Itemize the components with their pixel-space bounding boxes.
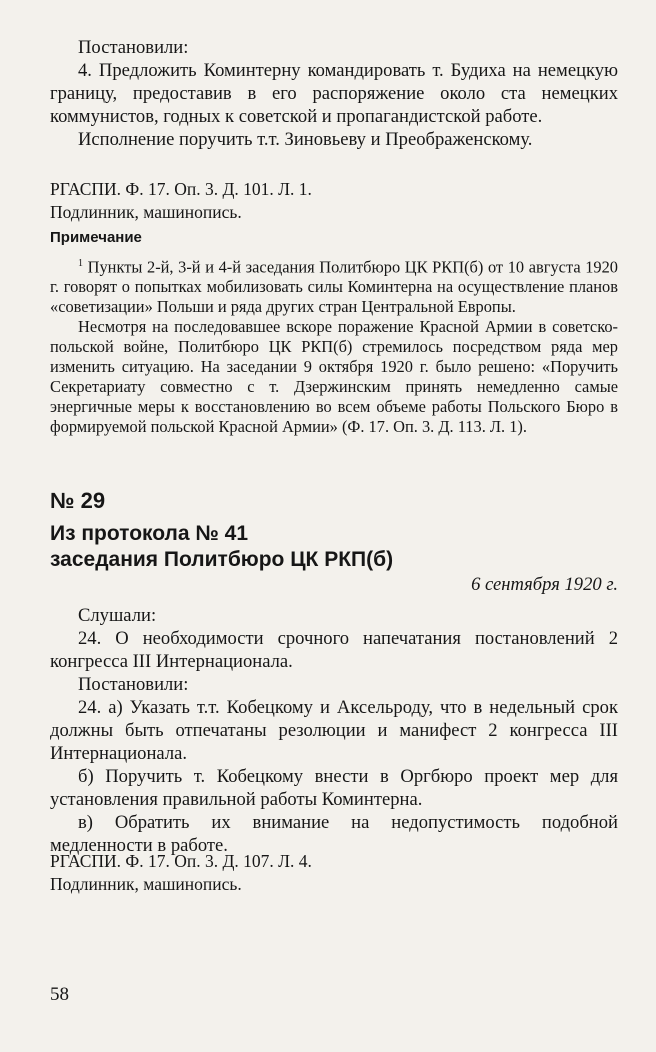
note-section	[50, 229, 618, 246]
protocol-body	[50, 604, 618, 857]
document-number	[50, 488, 618, 514]
decision-item-b: б) Поручить т. Кобецкому внести в Оргбюро проект мер для установления правильной работы Коминтерна.	[50, 766, 618, 810]
document-title	[50, 521, 618, 573]
archive-format: Подлинник, машинопись.	[50, 874, 242, 894]
heard-item-24: 24. О необходимости срочного напечатания постановлений 2 конгресса III Интернационала.	[50, 628, 618, 672]
note-paragraph-1-text: Пункты 2-й, 3-й и 4-й заседания Политбюро ЦК РКП(б) от 10 августа 1920 г. говорят о попытках мобилизовать силы Коминтерна на осуществление планов «советизации» Польши и ряда других стран Центральной Европы.	[50, 257, 618, 317]
page-number: 58	[50, 984, 69, 1005]
note-paragraph-2: Несмотря на последовавшее вскоре поражение Красной Армии в советско-польской войне, Политбюро ЦК РКП(б) стремилось посредством ряда мер изменить ситуацию. На заседании 9 октября 1920 г. было решено: «Поручить Секретариату совместно с т. Дзержинским принять немедленно самые энергичные меры к восстановлению во всем объеме работы Польского Бюро в формируемой польской Красной Армии» (Ф. 17. Оп. 3. Д. 113. Л. 1).	[50, 317, 618, 437]
heard-label: Слушали:	[78, 605, 157, 626]
archive-reference-2	[50, 850, 618, 896]
doc-date: 6 сентября 1920 г.	[471, 574, 618, 595]
decision-item-c: в) Обратить их внимание на недопустимость подобной медленности в работе.	[50, 812, 618, 856]
execution-note: Исполнение поручить т.т. Зиновьеву и Преображенскому.	[78, 129, 533, 150]
resolution-block	[50, 36, 618, 151]
doc-title-line-1: Из протокола № 41	[50, 522, 249, 545]
document-date	[50, 574, 618, 596]
doc-title-line-2: заседания Политбюро ЦК РКП(б)	[50, 548, 394, 571]
archive-citation: РГАСПИ. Ф. 17. Оп. 3. Д. 107. Л. 4.	[50, 851, 312, 871]
footnote-marker: 1	[78, 258, 83, 269]
page-footer	[50, 984, 618, 1006]
resolved-label: Постановили:	[78, 37, 189, 58]
archive-reference-1	[50, 178, 618, 224]
note-heading: Примечание	[50, 229, 142, 246]
archive-format: Подлинник, машинопись.	[50, 202, 242, 222]
note-paragraph-1	[50, 254, 618, 317]
doc-number: № 29	[50, 488, 106, 513]
note-body	[50, 254, 618, 437]
decided-label: Постановили:	[78, 674, 189, 695]
archive-citation: РГАСПИ. Ф. 17. Оп. 3. Д. 101. Л. 1.	[50, 179, 312, 199]
decision-item-a: 24. а) Указать т.т. Кобецкому и Аксельроду, что в недельный срок должны быть отпечатаны резолюции и манифест 2 конгресса III Интернационала.	[50, 697, 618, 764]
resolution-item-4: 4. Предложить Коминтерну командировать т. Будиха на немецкую границу, предоставив в его распоряжение около ста немецких коммунистов, годных к советской и пропагандистской работе.	[50, 60, 618, 127]
